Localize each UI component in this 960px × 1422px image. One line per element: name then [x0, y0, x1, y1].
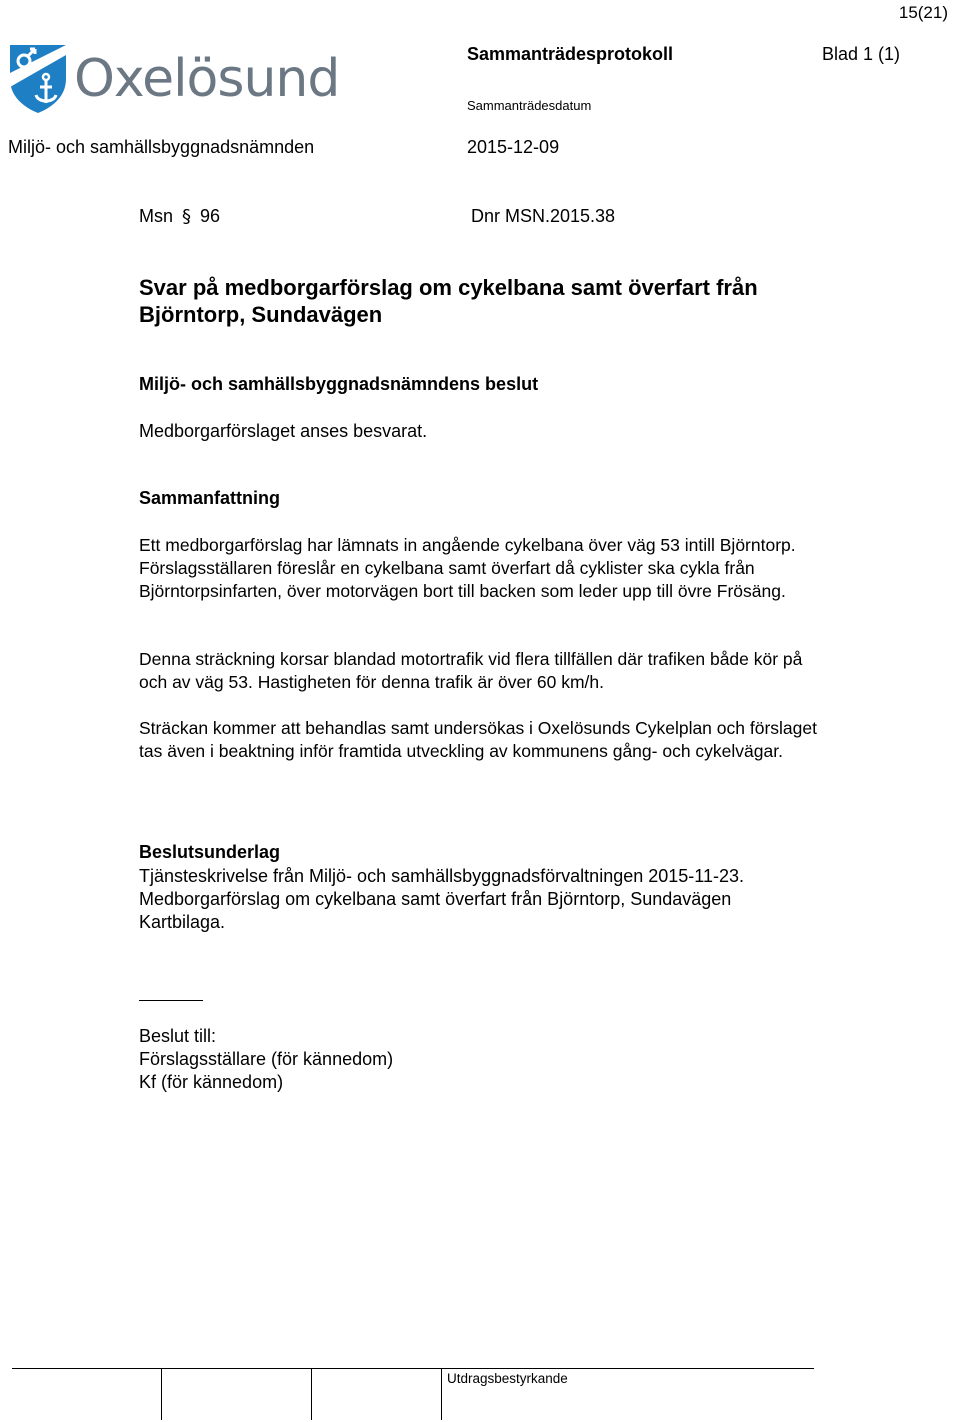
- coat-of-arms-icon: [8, 43, 68, 115]
- meeting-date-label: Sammanträdesdatum: [467, 98, 592, 113]
- section-number-value: 96: [200, 206, 221, 226]
- basis-item: Tjänsteskrivelse från Miljö- och samhällsbyggnadsförvaltningen 2015-11-23.: [139, 866, 744, 886]
- title-line: Björntorp, Sundavägen: [139, 302, 383, 327]
- distribution-list: [139, 1025, 393, 1094]
- section-prefix: Msn: [139, 206, 174, 226]
- basis-item: Kartbilaga.: [139, 912, 226, 932]
- sheet-number: Blad 1 (1): [822, 44, 901, 64]
- footer-divider: [12, 1368, 814, 1369]
- distribution-item: Kf (för kännedom): [139, 1072, 284, 1092]
- municipality-logo: [8, 43, 340, 115]
- case-number: Dnr MSN.2015.38: [471, 206, 616, 226]
- summary-heading: Sammanfattning: [139, 488, 281, 508]
- decision-heading: Miljö- och samhällsbyggnadsnämndens beslut: [139, 374, 539, 394]
- distribution-heading: Beslut till:: [139, 1026, 217, 1046]
- signature-box-divider: [311, 1368, 312, 1420]
- basis-list: [139, 865, 744, 934]
- title-line: Svar på medborgarförslag om cykelbana samt överfart från: [139, 275, 758, 300]
- document-type: Sammanträdesprotokoll: [467, 44, 674, 64]
- certification-label: Utdragsbestyrkande: [447, 1371, 568, 1386]
- page-number: 15(21): [898, 3, 948, 22]
- section-number: [139, 206, 220, 227]
- meeting-date: 2015-12-09: [467, 137, 560, 157]
- summary-paragraph: Ett medborgarförslag har lämnats in angående cykelbana över väg 53 intill Björntorp. Förslagsställaren föreslår en cykelbana samt överfart då cyklister ska cykla från Björntorpsinfarten, över motorvägen bort till backen som leder upp till övre Frösäng.: [139, 535, 796, 601]
- decision-text: Medborgarförslaget anses besvarat.: [139, 421, 428, 441]
- divider: [139, 1000, 203, 1001]
- summary-paragraph: Denna sträckning korsar blandad motortrafik vid flera tillfällen där trafiken både kör på och av väg 53. Hastigheten för denna trafik är över 60 km/h.: [139, 649, 803, 692]
- basis-heading: Beslutsunderlag: [139, 842, 281, 862]
- distribution-item: Förslagsställare (för kännedom): [139, 1049, 394, 1069]
- page-title: [139, 274, 829, 328]
- committee-name: Miljö- och samhällsbyggnadsnämnden: [8, 137, 315, 157]
- basis-item: Medborgarförslag om cykelbana samt överfart från Björntorp, Sundavägen: [139, 889, 732, 909]
- signature-box-divider: [441, 1368, 442, 1420]
- section-sign-icon: §: [182, 206, 192, 227]
- signature-box-divider: [161, 1368, 162, 1420]
- summary-paragraph: Sträckan kommer att behandlas samt undersökas i Oxelösunds Cykelplan och förslaget tas även i beaktning inför framtida utveckling av kommunens gång- och cykelvägar.: [139, 718, 817, 761]
- logo-wordmark: Oxelösund: [74, 49, 340, 109]
